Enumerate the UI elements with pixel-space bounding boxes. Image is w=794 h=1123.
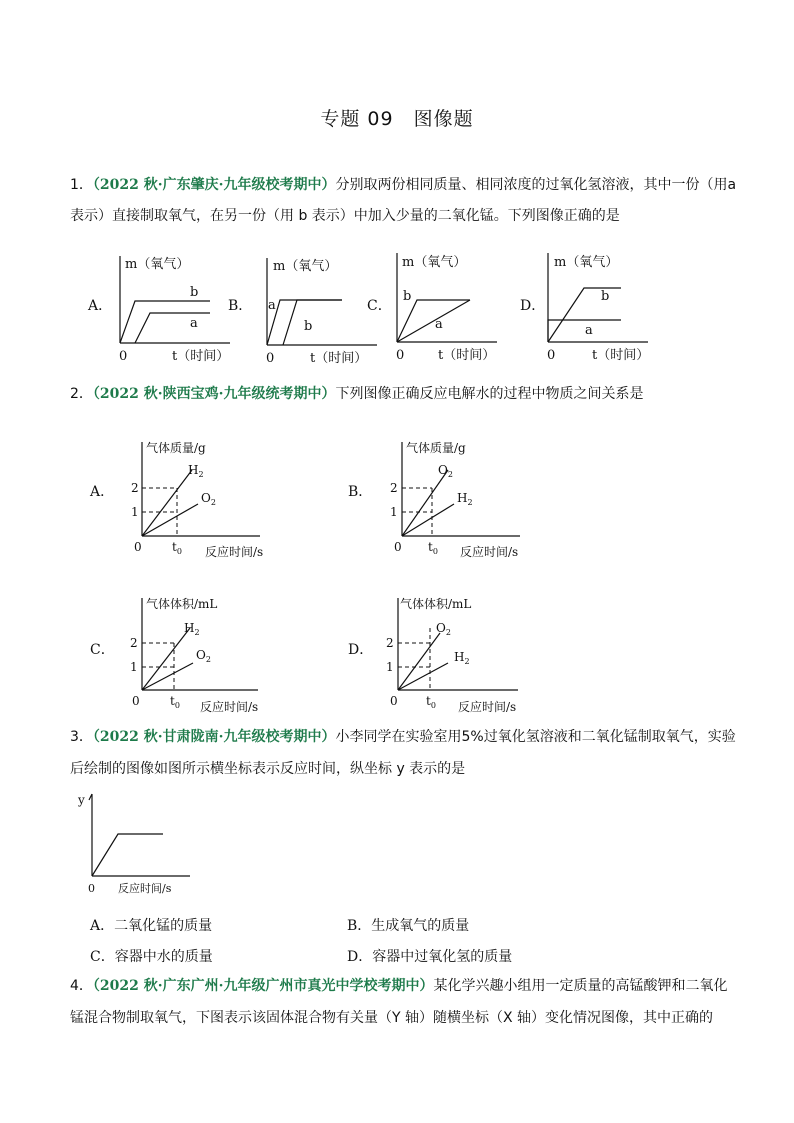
q2-graph-d — [386, 596, 518, 714]
svg-text:t（时间）: t（时间） — [592, 348, 650, 363]
svg-text:0: 0 — [88, 882, 95, 895]
page-title: 专题 09 图像题 — [320, 108, 474, 130]
q1-graph-a — [119, 256, 230, 364]
q1-c-curve-a — [397, 300, 470, 342]
q1-graph-d — [547, 253, 649, 363]
question-4-text-1: 某化学兴趣小组用一定质量的高锰酸钾和二氧化 — [433, 978, 728, 994]
q1-option-b-label: B． — [228, 298, 253, 314]
svg-text:H2: $H_2$ — [188, 463, 204, 479]
q2-option-a-label: A． — [90, 484, 115, 500]
q2-c-line-upper — [142, 628, 190, 690]
question-4-number: 4． — [70, 978, 93, 994]
svg-text:t（时间）: t（时间） — [172, 349, 230, 364]
svg-text:t（时间）: t（时间） — [438, 348, 496, 363]
q2-b-line-upper — [402, 470, 448, 536]
q1-graph-c — [396, 253, 497, 363]
svg-text:反应时间/s: 反应时间/s — [458, 700, 517, 714]
question-2-graphs-row-1 — [80, 430, 720, 560]
q3-choice-a: A．二氧化锰的质量 — [90, 918, 213, 934]
question-2-text-1: 下列图像正确反应电解水的过程中物质之间关系是 — [335, 386, 644, 402]
svg-text:a: a — [435, 317, 443, 332]
svg-text:2: 2 — [386, 636, 394, 650]
q2-a-line-lower — [142, 504, 198, 536]
svg-text:反应时间/s: 反应时间/s — [460, 545, 519, 559]
svg-text:1: 1 — [390, 505, 398, 519]
svg-text:O2: $O_2$ — [201, 491, 216, 507]
svg-text:O2: $O_2$ — [196, 648, 211, 664]
svg-text:气体质量/g: 气体质量/g — [406, 441, 466, 455]
question-2-line-1 — [70, 384, 644, 404]
question-4-line-2: 锰混合物制取氧气，下图表示该固体混合物有关量（Y 轴）随横坐标（X 轴）变化情况图像，其中正确的 — [70, 1010, 714, 1026]
svg-text:H2: $H_2$ — [184, 621, 200, 637]
svg-text:反应时间/s: 反应时间/s — [200, 700, 259, 714]
question-3-line-1 — [70, 727, 736, 747]
svg-text:气体体积/mL: 气体体积/mL — [400, 597, 472, 611]
q3-curve — [92, 834, 163, 876]
q2-graph-a — [131, 440, 263, 559]
q2-graph-b — [390, 440, 520, 559]
question-3-line-2: 后绘制的图像如图所示横坐标表示反应时间，纵坐标 y 表示的是 — [70, 761, 466, 777]
svg-text:t0: $t_0$ — [172, 540, 182, 556]
svg-text:a: a — [585, 323, 593, 338]
svg-text:2: 2 — [131, 481, 139, 495]
svg-text:b: b — [403, 289, 412, 304]
svg-text:0: 0 — [394, 540, 402, 554]
svg-text:0: 0 — [134, 540, 142, 554]
question-1-source: （2022 秋·广东肇庆·九年级校考期中） — [92, 177, 336, 193]
svg-text:m（氧气）: m（氧气） — [402, 255, 467, 270]
svg-text:t0: $t_0$ — [170, 694, 180, 710]
svg-text:0: 0 — [547, 348, 556, 363]
question-1-line-1 — [70, 175, 736, 195]
q1-option-a-label: A． — [88, 298, 113, 314]
question-4-source: （2022 秋·广东广州·九年级广州市真光中学校考期中） — [92, 978, 434, 994]
q1-a-curve-a — [135, 313, 210, 343]
svg-text:m（氧气）: m（氧气） — [554, 255, 619, 270]
question-4-line-1 — [70, 976, 728, 996]
svg-text:O2: $O_2$ — [438, 463, 453, 479]
question-3-graph — [70, 788, 230, 900]
question-2-source: （2022 秋·陕西宝鸡·九年级统考期中） — [92, 386, 336, 402]
svg-text:0: 0 — [266, 351, 275, 366]
svg-text:反应时间/s: 反应时间/s — [118, 882, 172, 895]
svg-text:1: 1 — [131, 505, 139, 519]
svg-text:1: 1 — [386, 660, 394, 674]
svg-text:t0: $t_0$ — [426, 694, 436, 710]
q2-option-d-label: D． — [348, 642, 374, 658]
svg-text:t0: $t_0$ — [428, 540, 438, 556]
question-3-number: 3． — [70, 729, 93, 745]
svg-text:1: 1 — [130, 660, 138, 674]
question-1-graphs — [80, 238, 720, 368]
question-2-graphs-row-2 — [80, 588, 720, 718]
question-1-number: 1． — [70, 177, 93, 193]
svg-text:a: a — [190, 316, 198, 331]
svg-text:0: 0 — [132, 694, 140, 708]
question-2-number: 2． — [70, 386, 93, 402]
question-1-line-2: 表示）直接制取氧气，在另一份（用 b 表示）中加入少量的二氧化锰。下列图像正确的是 — [70, 208, 620, 224]
q2-d-line-upper — [398, 633, 440, 690]
question-1-text-1: 分别取两份相同质量、相同浓度的过氧化氢溶液，其中一份（用a — [335, 177, 737, 193]
q1-graph-b — [266, 258, 377, 366]
q1-b-curve-b — [283, 300, 342, 345]
svg-text:气体质量/g: 气体质量/g — [146, 441, 206, 455]
svg-text:m（氧气）: m（氧气） — [273, 259, 338, 274]
q3-choice-d: D．容器中过氧化氢的质量 — [347, 949, 513, 965]
svg-text:a: a — [268, 298, 276, 313]
q2-graph-c — [130, 596, 258, 714]
q1-option-c-label: C． — [367, 298, 392, 314]
svg-text:0: 0 — [390, 694, 398, 708]
svg-text:气体体积/mL: 气体体积/mL — [146, 597, 218, 611]
svg-text:0: 0 — [396, 348, 405, 363]
q2-option-b-label: B． — [348, 484, 373, 500]
question-3-source: （2022 秋·甘肃陇南·九年级校考期中） — [92, 729, 336, 745]
svg-text:m（氧气）: m（氧气） — [125, 257, 190, 272]
svg-text:b: b — [601, 289, 610, 304]
svg-text:b: b — [190, 285, 199, 300]
svg-text:2: 2 — [390, 481, 398, 495]
svg-text:2: 2 — [130, 636, 138, 650]
svg-text:O2: $O_2$ — [436, 621, 451, 637]
q2-a-line-upper — [142, 470, 192, 536]
q1-option-d-label: D． — [520, 298, 546, 314]
q2-option-c-label: C． — [90, 642, 115, 658]
q3-choice-c: C．容器中水的质量 — [90, 949, 213, 965]
q3-choice-b: B．生成氧气的质量 — [347, 918, 470, 934]
question-3-text-1: 小李同学在实验室用5%过氧化氢溶液和二氧化锰制取氧气，实验 — [335, 729, 736, 745]
svg-text:t（时间）: t（时间） — [310, 351, 368, 366]
svg-text:反应时间/s: 反应时间/s — [205, 545, 264, 559]
svg-text:H2: $H_2$ — [457, 491, 473, 507]
svg-text:H2: $H_2$ — [454, 650, 470, 666]
svg-text:0: 0 — [119, 349, 128, 364]
svg-text:y: y — [78, 793, 85, 807]
q2-b-line-lower — [402, 504, 454, 536]
svg-text:b: b — [304, 319, 313, 334]
